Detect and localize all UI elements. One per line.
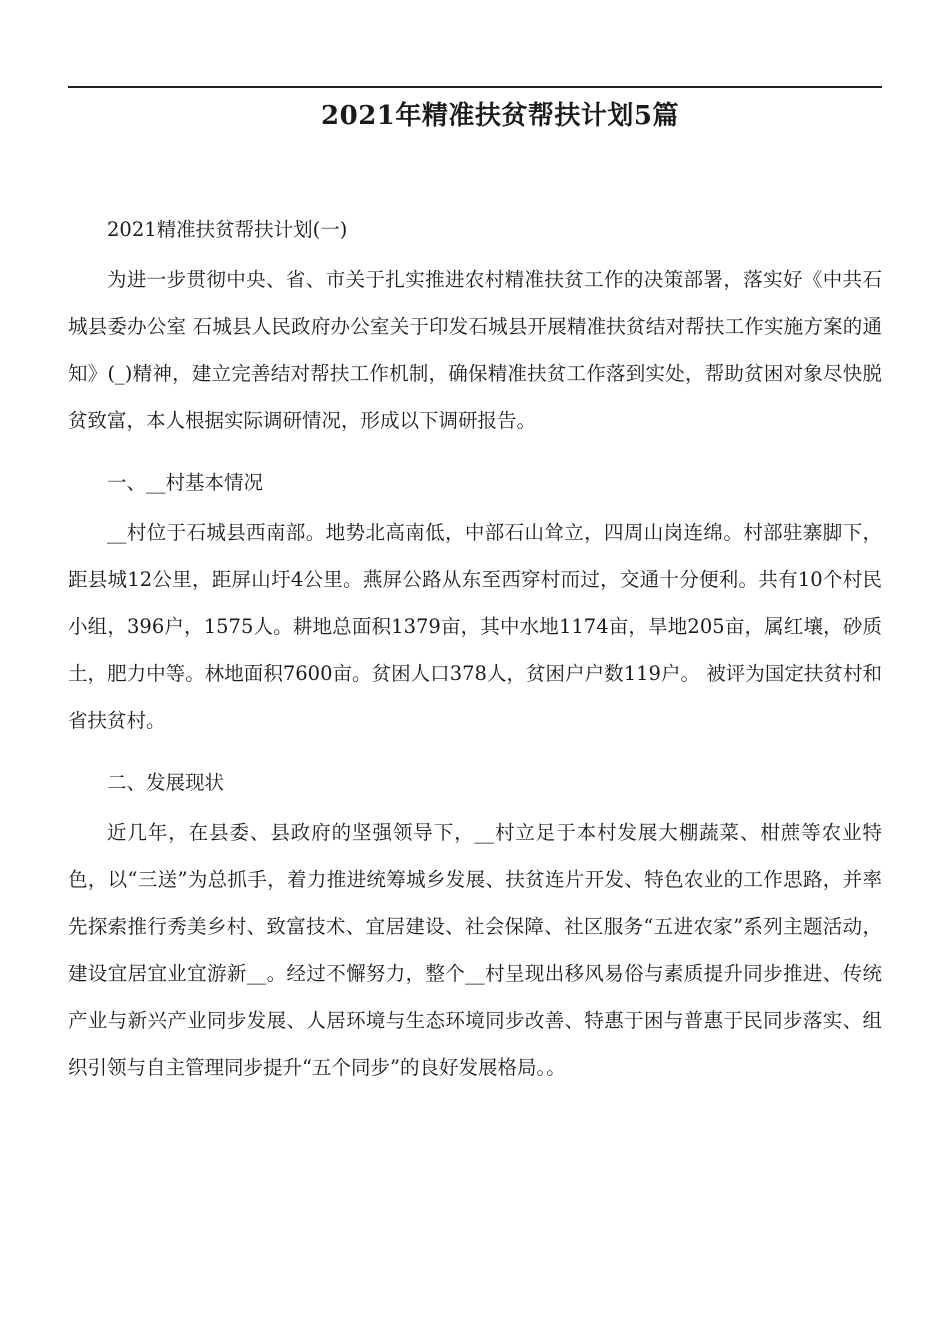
section-subtitle: 2021精准扶贫帮扶计划(一) xyxy=(107,218,348,241)
paragraph-development: 近几年，在县委、县政府的坚强领导下，__村立足于本村发展大棚蔬菜、柑蔗等农业特色，以“三送”为总抓手，着力推进统筹城乡发展、扶贫连片开发、特色农业的工作思路，并率先探索推行秀美乡村、致富技术、宜居建设、社会保障、社区服务“五进农家”系列主题活动，建设宜居宜业宜游新__。经过不懈努力，整个__村呈现出移风易俗与素质提升同步推进、传统产业与新兴产业同步发展、人居环境与生态环境同步改善、特惠于困与普惠于民同步落实、组织引领与自主管理同步提升“五个同步”的良好发展格局。。 xyxy=(68,821,882,1079)
section-heading-development: 二、发展现状 xyxy=(107,771,225,794)
document-title: 2021年精准扶贫帮扶计划5篇 xyxy=(321,101,679,131)
document-body xyxy=(68,206,882,1106)
header-rule xyxy=(68,86,882,88)
paragraph-basic-info: __村位于石城县西南部。地势北高南低，中部石山耸立，四周山岗连绵。村部驻寨脚下，距县城12公里，距屏山圩4公里。燕屏公路从东至西穿村而过，交通十分便利。共有10个村民小组，396户，1575人。耕地总面积1379亩，其中水地1174亩，旱地205亩，属红壤，砂质土，肥力中等。林地面积7600亩。贫困人口378人，贫困户户数119户。 被评为国定扶贫村和省扶贫村。 xyxy=(68,521,882,732)
section-heading-basic-info: 一、__村基本情况 xyxy=(107,471,264,494)
paragraph-intro: 为进一步贯彻中央、省、市关于扎实推进农村精准扶贫工作的决策部署，落实好《中共石城县委办公室 石城县人民政府办公室关于印发石城县开展精准扶贫结对帮扶工作实施方案的通知》(_)精神，建立完善结对帮扶工作机制，确保精准扶贫工作落到实处，帮助贫困对象尽快脱贫致富，本人根据实际调研情况，形成以下调研报告。 xyxy=(68,268,882,432)
